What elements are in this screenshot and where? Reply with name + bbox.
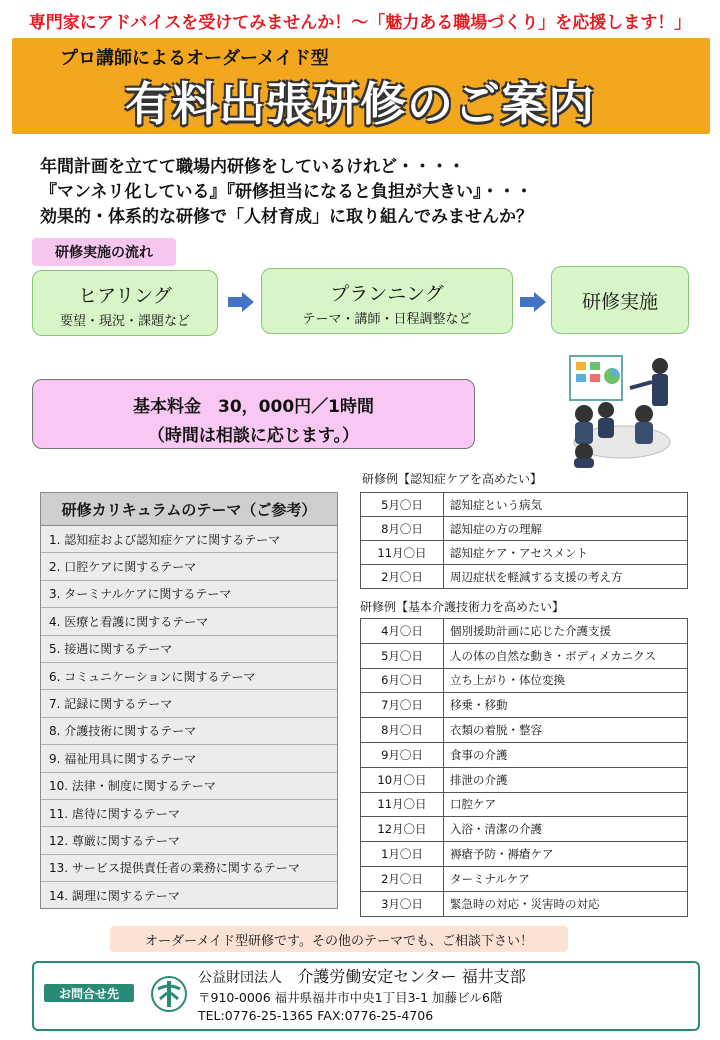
list-item: 3. ターミナルケアに関するテーマ <box>41 581 337 608</box>
intro-line-1: 年間計画を立てて職場内研修をしているけれど・・・・ <box>40 157 465 177</box>
list-item: 1. 認知症および認知症ケアに関するテーマ <box>41 526 337 553</box>
example1-table <box>360 492 688 589</box>
table-row <box>361 517 688 541</box>
table-row <box>361 891 688 916</box>
table-cell-date: 4月〇日 <box>361 619 444 644</box>
list-item: 13. サービス提供責任者の業務に関するテーマ <box>41 855 337 882</box>
fee-box <box>32 379 475 449</box>
flow-label: 研修実施の流れ <box>32 238 176 266</box>
contact-label: お問合せ先 <box>44 984 134 1002</box>
curriculum-list <box>40 492 338 909</box>
table-cell-date: 5月〇日 <box>361 643 444 668</box>
table-cell-theme: 食事の介護 <box>444 742 688 767</box>
table-cell-date: 5月〇日 <box>361 493 444 517</box>
list-item: 7. 記録に関するテーマ <box>41 690 337 717</box>
org-name: 介護労働安定センター 福井支部 <box>297 967 526 986</box>
table-row <box>361 693 688 718</box>
table-cell-date: 8月〇日 <box>361 517 444 541</box>
list-item: 5. 接遇に関するテーマ <box>41 636 337 663</box>
table-cell-date: 12月〇日 <box>361 817 444 842</box>
contact-details <box>198 989 502 1025</box>
intro-text <box>40 155 533 230</box>
table-cell-theme: 褥瘡予防・褥瘡ケア <box>444 842 688 867</box>
intro-line-2: 『マンネリ化している』『研修担当になると負担が大きい』・・・ <box>40 182 533 202</box>
table-cell-date: 9月〇日 <box>361 742 444 767</box>
contact-address: 〒910-0006 福井県福井市中央1丁目3-1 加藤ビル6階 <box>198 990 503 1005</box>
list-item: 8. 介護技術に関するテーマ <box>41 718 337 745</box>
org-type: 公益財団法人 <box>198 970 282 986</box>
list-item: 2. 口腔ケアに関するテーマ <box>41 553 337 580</box>
list-item: 9. 福祉用具に関するテーマ <box>41 745 337 772</box>
organization-logo-icon <box>150 975 188 1013</box>
table-cell-theme: 入浴・清潔の介護 <box>444 817 688 842</box>
example2-label: 研修例【基本介護技術力を高めたい】 <box>360 600 565 614</box>
table-cell-theme: 認知症ケア・アセスメント <box>444 541 688 565</box>
table-row <box>361 619 688 644</box>
list-item: 6. コミュニケーションに関するテーマ <box>41 663 337 690</box>
list-item: 12. 尊厳に関するテーマ <box>41 827 337 854</box>
table-cell-date: 10月〇日 <box>361 767 444 792</box>
table-cell-theme: 口腔ケア <box>444 792 688 817</box>
page-title: 有料出張研修のご案内 <box>125 77 595 131</box>
table-row <box>361 742 688 767</box>
table-cell-theme: 個別援助計画に応じた介護支援 <box>444 619 688 644</box>
flow-step-title: プランニング <box>330 283 444 305</box>
table-cell-date: 7月〇日 <box>361 693 444 718</box>
table-row <box>361 817 688 842</box>
table-cell-date: 2月〇日 <box>361 866 444 891</box>
banner-subtitle: プロ講師によるオーダーメイド型 <box>60 48 329 69</box>
flow-step-sub: 要望・現況・課題など <box>59 314 190 329</box>
example1-label: 研修例【認知症ケアを高めたい】 <box>362 472 543 486</box>
table-row <box>361 541 688 565</box>
tagline: 専門家にアドバイスを受けてみませんか！～「魅力ある職場づくり」を応援します！」 <box>28 13 692 33</box>
arrow-right-icon <box>228 292 254 312</box>
table-cell-theme: 周辺症状を軽減する支援の考え方 <box>444 565 688 589</box>
table-row <box>361 565 688 589</box>
table-cell-theme: ターミナルケア <box>444 866 688 891</box>
fee-amount: 基本料金 30，000円／1時間 <box>133 397 374 417</box>
contact-phone: TEL:0776-25-1365 FAX:0776-25-4706 <box>198 1008 434 1023</box>
table-cell-date: 8月〇日 <box>361 718 444 743</box>
table-cell-date: 1月〇日 <box>361 842 444 867</box>
flow-step-implementation <box>551 266 689 334</box>
list-item: 10. 法律・制度に関するテーマ <box>41 773 337 800</box>
table-cell-theme: 立ち上がり・体位変換 <box>444 668 688 693</box>
table-cell-theme: 移乗・移動 <box>444 693 688 718</box>
table-cell-theme: 認知症という病気 <box>444 493 688 517</box>
table-row <box>361 842 688 867</box>
example2-table <box>360 618 688 917</box>
table-row <box>361 643 688 668</box>
table-cell-theme: 衣類の着脱・整容 <box>444 718 688 743</box>
table-cell-theme: 排泄の介護 <box>444 767 688 792</box>
list-item: 11. 虐待に関するテーマ <box>41 800 337 827</box>
table-cell-theme: 人の体の自然な動き・ボディメカニクス <box>444 643 688 668</box>
table-cell-theme: 認知症の方の理解 <box>444 517 688 541</box>
table-cell-date: 2月〇日 <box>361 565 444 589</box>
flow-step-title: ヒアリング <box>78 285 172 307</box>
flow-step-title: 研修実施 <box>581 290 658 313</box>
table-cell-date: 3月〇日 <box>361 891 444 916</box>
curriculum-heading: 研修カリキュラムのテーマ（ご参考） <box>41 493 337 526</box>
fee-note: （時間は相談に応じます。） <box>147 426 360 446</box>
table-row <box>361 668 688 693</box>
arrow-right-icon <box>520 292 546 312</box>
table-row <box>361 767 688 792</box>
table-row <box>361 866 688 891</box>
flow-step-hearing <box>32 270 218 336</box>
table-row <box>361 792 688 817</box>
intro-line-3: 効果的・体系的な研修で「人材育成」に取り組んでみませんか？ <box>40 207 533 227</box>
table-row <box>361 493 688 517</box>
table-cell-date: 6月〇日 <box>361 668 444 693</box>
table-cell-date: 11月〇日 <box>361 792 444 817</box>
list-item: 4. 医療と看護に関するテーマ <box>41 608 337 635</box>
training-illustration <box>562 352 682 468</box>
organization-name <box>198 964 526 987</box>
table-cell-theme: 緊急時の対応・災害時の対応 <box>444 891 688 916</box>
list-item: 14. 調理に関するテーマ <box>41 882 337 908</box>
consultation-note: オーダーメイド型研修です。その他のテーマでも、ご相談下さい！ <box>110 926 568 952</box>
table-row <box>361 718 688 743</box>
flow-step-planning <box>261 268 513 334</box>
flow-step-sub: テーマ・講師・日程調整など <box>302 312 472 327</box>
table-cell-date: 11月〇日 <box>361 541 444 565</box>
